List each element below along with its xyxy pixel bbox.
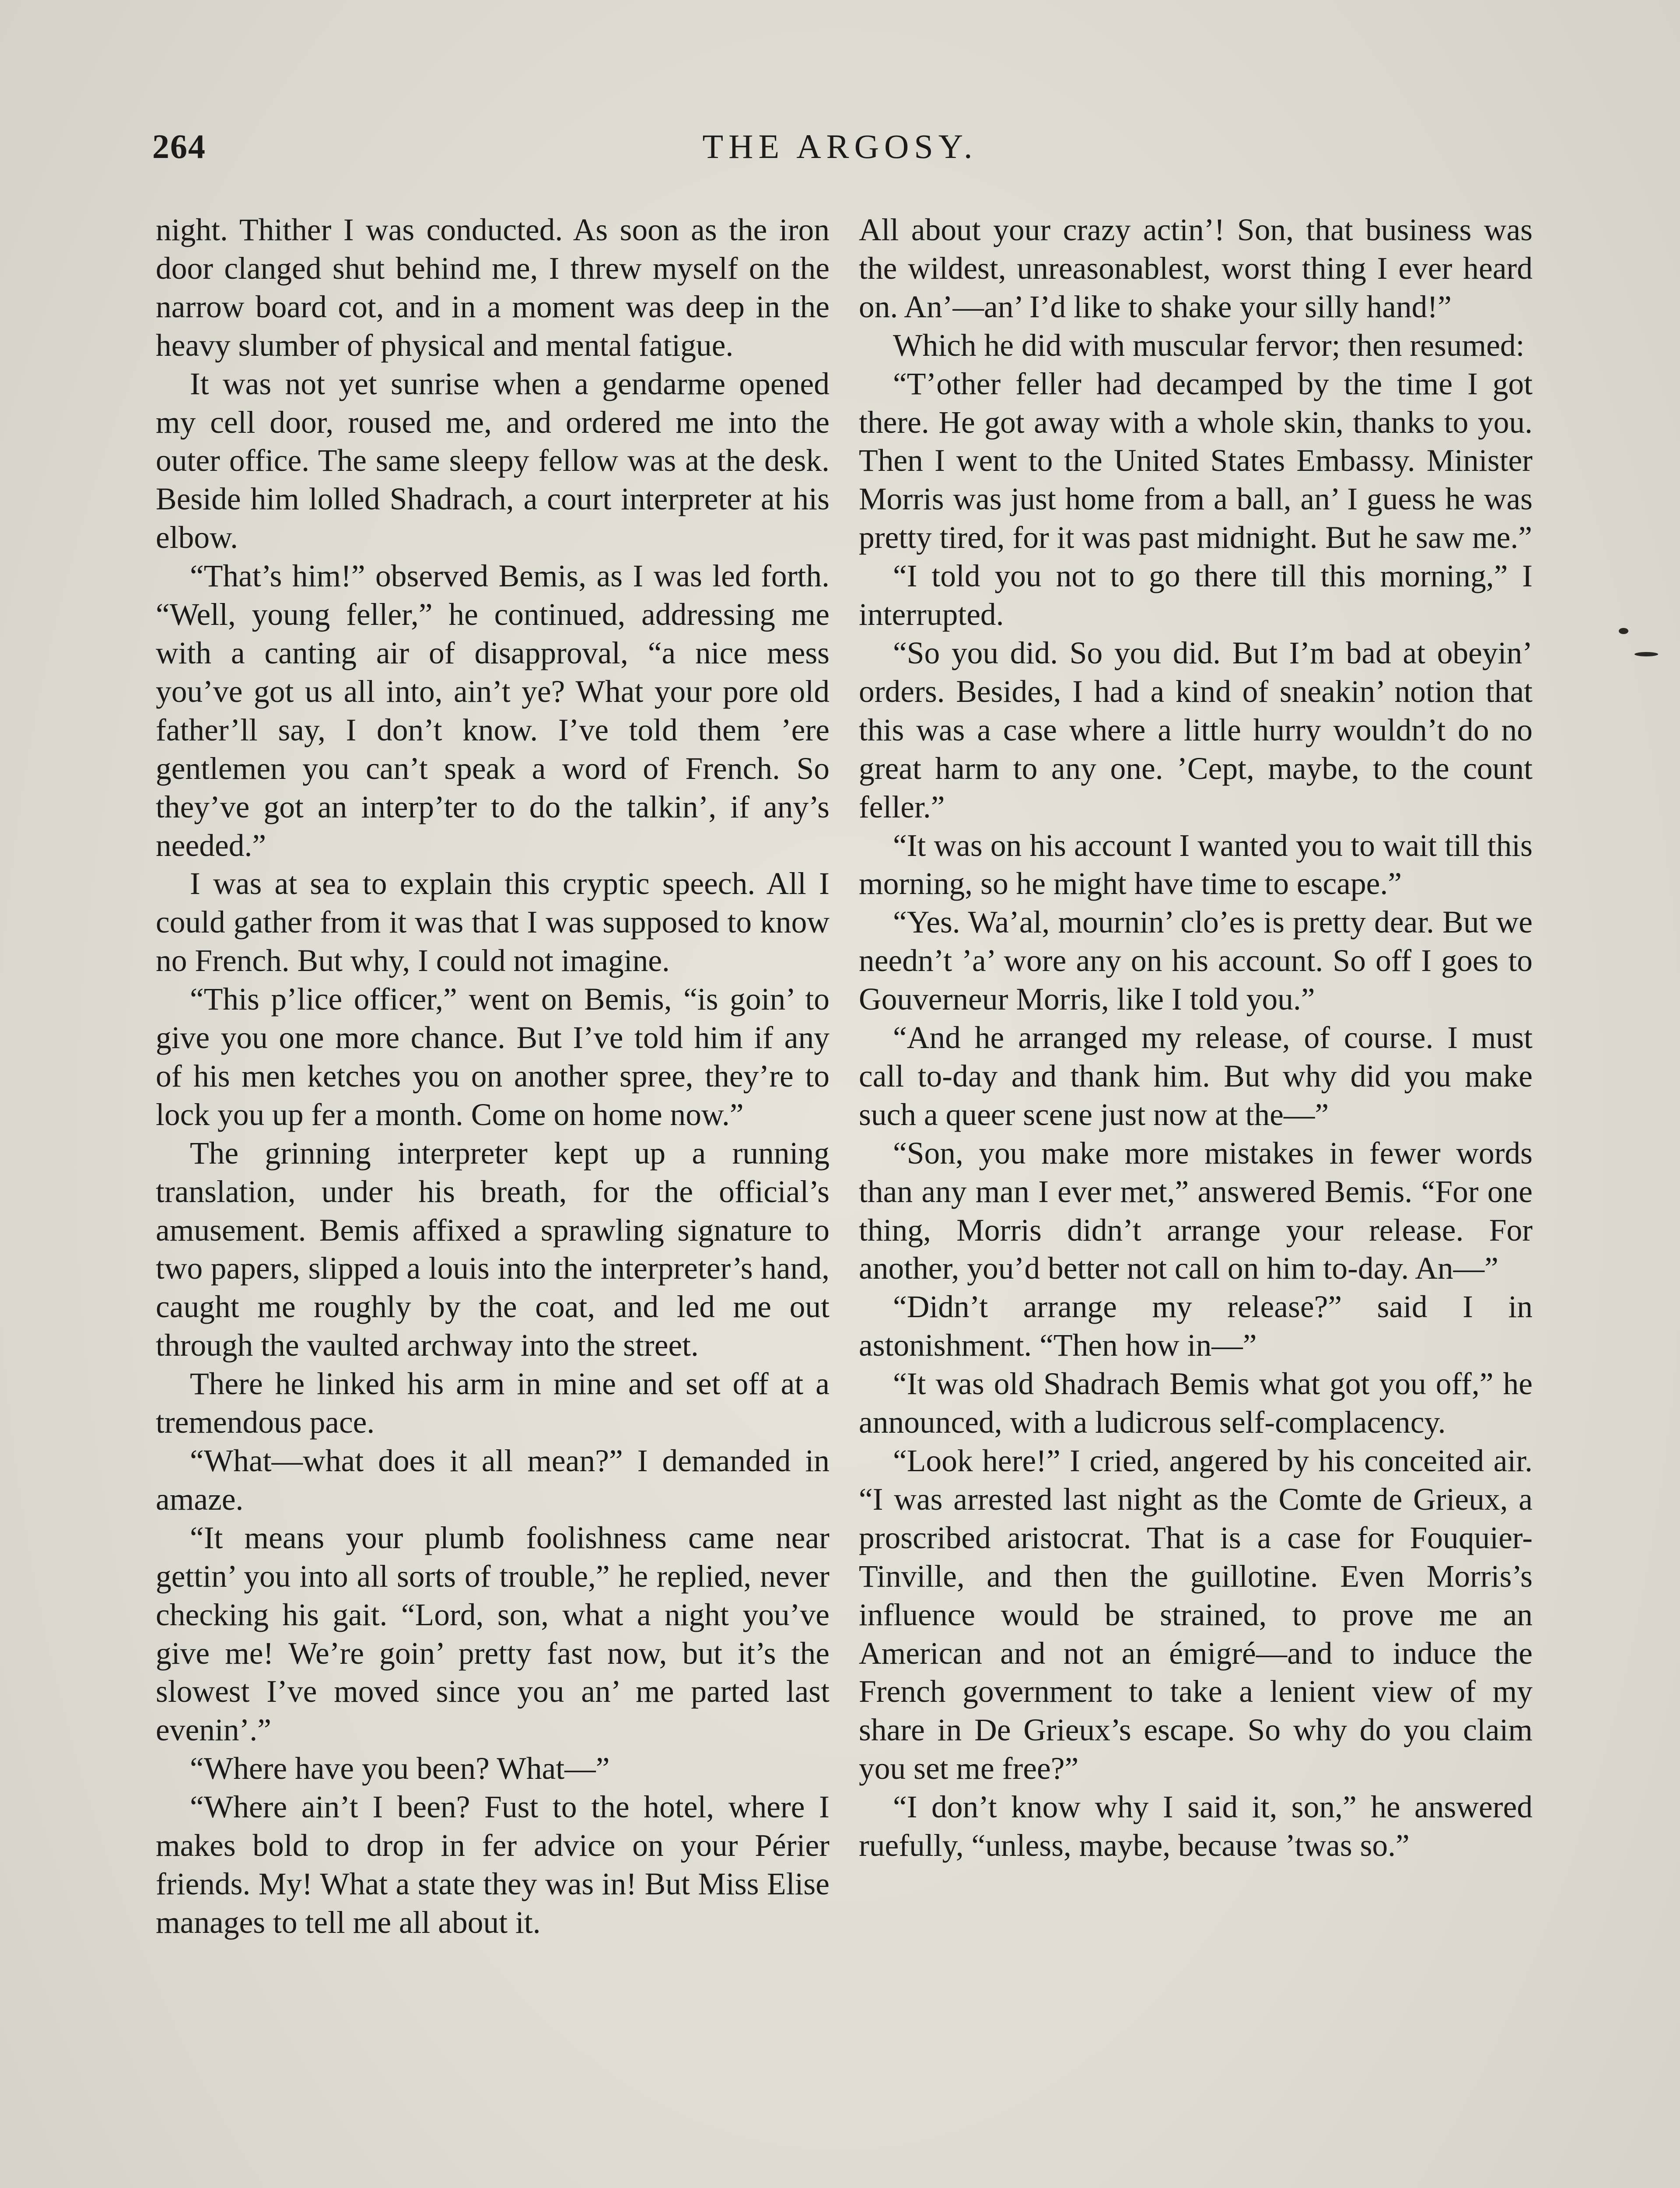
paragraph: “It means your plumb foolishness came near gettin’ you into all sorts of trouble,” he replied, never checking his gait. “Lord, son, what a night you’ve give me! We’re goin’ pretty fast now, but it’s the slowest I’ve moved since you an’ me parted last evenin’.”	[156, 1520, 830, 1748]
paragraph: “Didn’t arrange my release?” said I in astonishment. “Then how in—”	[859, 1290, 1533, 1363]
paragraph: Which he did with muscular fervor; then resumed:	[893, 328, 1525, 363]
paragraph: “And he arranged my release, of course. I must call to-day and thank him. But why did you make such a queer scene just now at the—”	[859, 1020, 1533, 1132]
paragraph: “Where ain’t I been? Fust to the hotel, where I makes bold to drop in fer advice on your Périer friends. My! What a state they was in! But Miss Elise manages to tell me all about it.	[156, 1790, 830, 1940]
paragraph: All about your crazy actin’! Son, that business was the wildest, unreasonablest, worst thing I ever heard on. An’—an’ I’d like to shake your silly hand!”	[859, 213, 1533, 324]
paragraph: “Yes. Wa’al, mournin’ clo’es is pretty dear. But we needn’t ’a’ wore any on his account. So off I goes to Gouverneur Morris, like I told you.”	[859, 905, 1533, 1017]
paragraph: “Look here!” I cried, angered by his conceited air. “I was arrested last night as the Comte de Grieux, a proscribed aristocrat. That is a case for Fouquier-Tinville, and then the guillotine. Even Morris’s influence would be strained, to prove me an American and not an émigré—and to induce the French government to take a lenient view of my share in De Grieux’s escape. So why do you claim you set me free?”	[859, 1444, 1533, 1786]
paragraph: “T’other feller had decamped by the time I got there. He got away with a whole skin, thanks to you. Then I went to the United States Embassy. Minister Morris was just home from a ball, an’ I guess he was pretty tired, for it was past midnight. But he saw me.”	[859, 366, 1533, 555]
running-head	[0, 127, 1680, 179]
paragraph: “So you did. So you did. But I’m bad at obeyin’ orders. Besides, I had a kind of sneakin’ notion that this was a case where a little hurry wouldn’t do no great harm to any one. ’Cept, maybe, to the count feller.”	[859, 635, 1533, 824]
ink-speck	[1634, 652, 1658, 656]
ink-speck	[1619, 628, 1628, 634]
paragraph: “Son, you make more mistakes in fewer words than any man I ever met,” answered Bemis. “For one thing, Morris didn’t arrange your release. For another, you’d better not call on him to-day. An—”	[859, 1136, 1533, 1286]
paragraph: “It was old Shadrach Bemis what got you off,” he announced, with a ludicrous self-complacency.	[859, 1367, 1533, 1440]
paragraph: “It was on his account I wanted you to wait till this morning, so he might have time to escape.”	[859, 828, 1533, 901]
paragraph: “I told you not to go there till this morning,” I interrupted.	[859, 559, 1533, 632]
paragraph: “This p’lice officer,” went on Bemis, “is goin’ to give you one more chance. But I’ve told him if any of his men ketches you on another spree, they’re to lock you up fer a month. Come on home now.”	[156, 982, 830, 1132]
paragraph: “Where have you been? What—”	[190, 1751, 610, 1786]
paragraph: “What—what does it all mean?” I demanded in amaze.	[156, 1444, 830, 1517]
paragraph: I was at sea to explain this cryptic speech. All I could gather from it was that I was supposed to know no French. But why, I could not imagine.	[156, 866, 830, 978]
paragraph: It was not yet sunrise when a gendarme opened my cell door, roused me, and ordered me into the outer office. The same sleepy fellow was at the desk. Beside him lolled Shadrach, a court interpreter at his elbow.	[156, 366, 830, 555]
paragraph: “I don’t know why I said it, son,” he answered ruefully, “unless, maybe, because ’twas so.”	[859, 1790, 1533, 1863]
paragraph: There he linked his arm in mine and set off at a tremendous pace.	[156, 1367, 830, 1440]
paragraph: night. Thither I was conducted. As soon as the iron door clanged shut behind me, I threw myself on the narrow board cot, and in a moment was deep in the heavy slumber of physical and mental fatigue.	[156, 213, 830, 363]
paragraph: “That’s him!” observed Bemis, as I was led forth. “Well, young feller,” he continued, addressing me with a canting air of disapproval, “a nice mess you’ve got us all into, ain’t ye? What your pore old father’ll say, I don’t know. I’ve told them ’ere gentlemen you can’t speak a word of French. So they’ve got an interp’ter to do the talkin’, if any’s needed.”	[156, 559, 830, 863]
paragraph: The grinning interpreter kept up a running translation, under his breath, for the official’s amusement. Bemis affixed a sprawling signature to two papers, slipped a louis into the interpreter’s hand, caught me roughly by the coat, and led me out through the vaulted archway into the street.	[156, 1136, 830, 1363]
page-number: 264	[152, 127, 206, 165]
journal-title: THE ARGOSY.	[702, 127, 978, 165]
left-column	[156, 211, 830, 1942]
right-column	[859, 211, 1533, 1865]
